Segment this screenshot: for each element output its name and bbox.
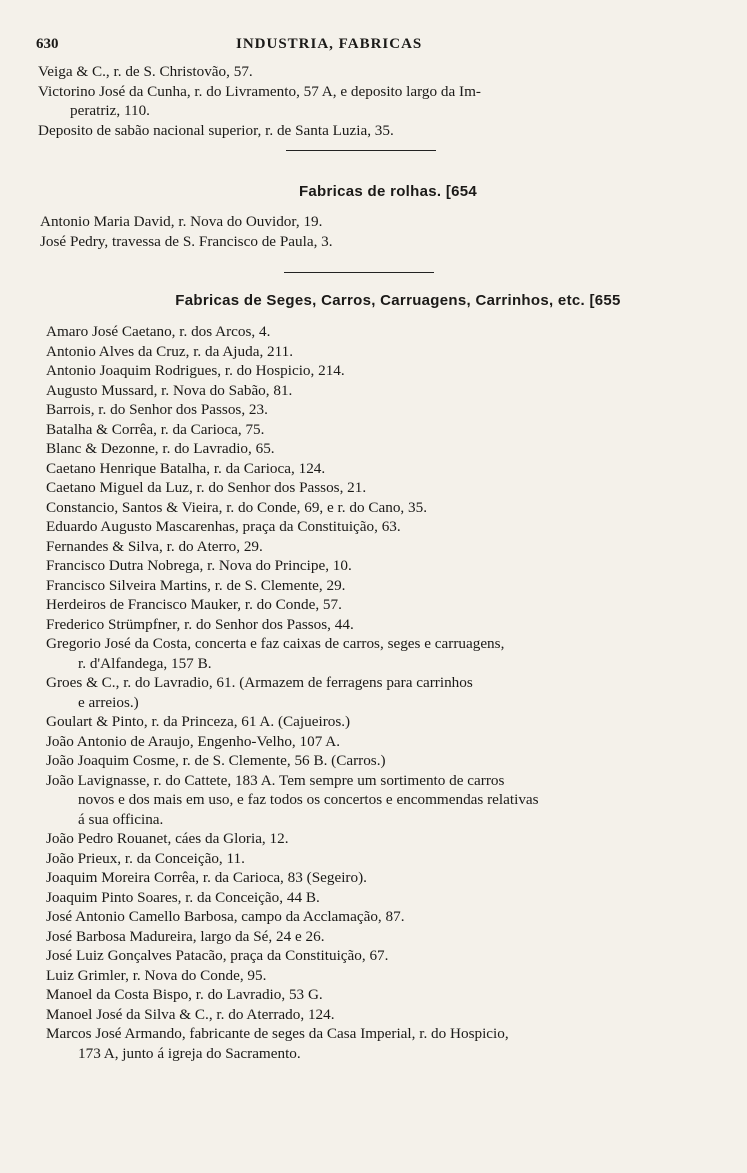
list-item: José Luiz Gonçalves Patacão, praça da Constituição, 67. (46, 947, 389, 964)
list-item: Blanc & Dezonne, r. do Lavradio, 65. (46, 440, 275, 457)
list-item: Fernandes & Silva, r. do Aterro, 29. (46, 537, 263, 555)
list-item: Antonio Alves da Cruz, r. da Ajuda, 211. (46, 342, 294, 360)
list-item: Victorino José da Cunha, r. do Livramento, 57 A, e deposito largo da Im- (38, 82, 481, 100)
list-item: José Antonio Camello Barbosa, campo da Acclamação, 87. (46, 908, 405, 925)
list-item: Francisco Silveira Martins, r. de S. Clemente, 29. (46, 576, 346, 594)
list-item: Joaquim Moreira Corrêa, r. da Carioca, 83 (Segeiro). (46, 869, 367, 886)
section-seges (38, 292, 698, 312)
list-item: e arreios.) (78, 693, 139, 711)
list-item: Manoel da Costa Bispo, r. do Lavradio, 53 G. (46, 986, 323, 1003)
list-item: Frederico Strümpfner, r. do Senhor dos Passos, 44. (46, 615, 354, 633)
list-item: Joaquim Pinto Soares, r. da Conceição, 44 B. (46, 888, 320, 906)
list-item: novos e dos mais em uso, e faz todos os concertos e encommendas relativas (78, 791, 539, 808)
list-item: Groes & C., r. do Lavradio, 61. (Armazem de ferragens para carrinhos (46, 674, 473, 691)
list-item: Antonio Joaquim Rodrigues, r. do Hospicio, 214. (46, 362, 345, 379)
list-item: peratriz, 110. (70, 102, 150, 119)
list-item: José Pedry, travessa de S. Francisco de Paula, 3. (40, 232, 333, 250)
list-item: Eduardo Augusto Mascarenhas, praça da Constituição, 63. (46, 518, 401, 535)
list-item: João Joaquim Cosme, r. de S. Clemente, 56 B. (Carros.) (46, 752, 386, 769)
list-item: Goulart & Pinto, r. da Princeza, 61 A. (Cajueiros.) (46, 713, 351, 730)
section-rolhas (38, 183, 698, 203)
list-item: Gregorio José da Costa, concerta e faz caixas de carros, seges e carruagens, (46, 635, 505, 652)
section-divider (286, 150, 436, 151)
list-item: Antonio Maria David, r. Nova do Ouvidor, 19. (40, 213, 323, 230)
list-item: Luiz Grimler, r. Nova do Conde, 95. (46, 966, 267, 984)
list-item: Caetano Henrique Batalha, r. da Carioca, 124. (46, 459, 326, 477)
section-divider (284, 272, 434, 273)
list-item: Barrois, r. do Senhor dos Passos, 23. (46, 401, 268, 418)
list-item: Veiga & C., r. de S. Christovão, 57. (38, 63, 253, 80)
list-item: r. d'Alfandega, 157 B. (78, 654, 212, 672)
running-title: INDUSTRIA, FABRICAS (236, 36, 423, 52)
section-title-rolhas: Fabricas de rolhas. [654 (298, 183, 478, 200)
list-item: Batalha & Corrêa, r. da Carioca, 75. (46, 420, 265, 438)
section-title-seges: Fabricas de Seges, Carros, Carruagens, Carrinhos, etc. [655 (175, 292, 621, 309)
list-item: Caetano Miguel da Luz, r. do Senhor dos Passos, 21. (46, 479, 367, 496)
top-entries (38, 62, 698, 140)
list-item: João Prieux, r. da Conceição, 11. (46, 849, 245, 867)
page-header (36, 36, 696, 58)
list-item: á sua officina. (78, 810, 164, 828)
list-item: Augusto Mussard, r. Nova do Sabão, 81. (46, 381, 293, 399)
list-item: Herdeiros de Francisco Mauker, r. do Conde, 57. (46, 596, 342, 613)
rolhas-entries (40, 212, 700, 251)
list-item: José Barbosa Madureira, largo da Sé, 24 e 26. (46, 927, 325, 945)
list-item: João Antonio de Araujo, Engenho-Velho, 107 A. (46, 732, 341, 750)
list-item: 173 A, junto á igreja do Sacramento. (78, 1044, 301, 1062)
list-item: Manoel José da Silva & C., r. do Aterrado, 124. (46, 1005, 335, 1023)
list-item: João Pedro Rouanet, cáes da Gloria, 12. (46, 830, 289, 847)
list-item: Francisco Dutra Nobrega, r. Nova do Principe, 10. (46, 557, 352, 574)
list-item: Marcos José Armando, fabricante de seges da Casa Imperial, r. do Hospicio, (46, 1025, 509, 1042)
list-item: Constancio, Santos & Vieira, r. do Conde, 69, e r. do Cano, 35. (46, 498, 427, 516)
list-item: Amaro José Caetano, r. dos Arcos, 4. (46, 323, 271, 340)
seges-entries (46, 322, 706, 1063)
list-item: Deposito de sabão nacional superior, r. de Santa Luzia, 35. (38, 121, 394, 139)
page-number: 630 (36, 36, 59, 52)
list-item: João Lavignasse, r. do Cattete, 183 A. Tem sempre um sortimento de carros (46, 771, 505, 789)
